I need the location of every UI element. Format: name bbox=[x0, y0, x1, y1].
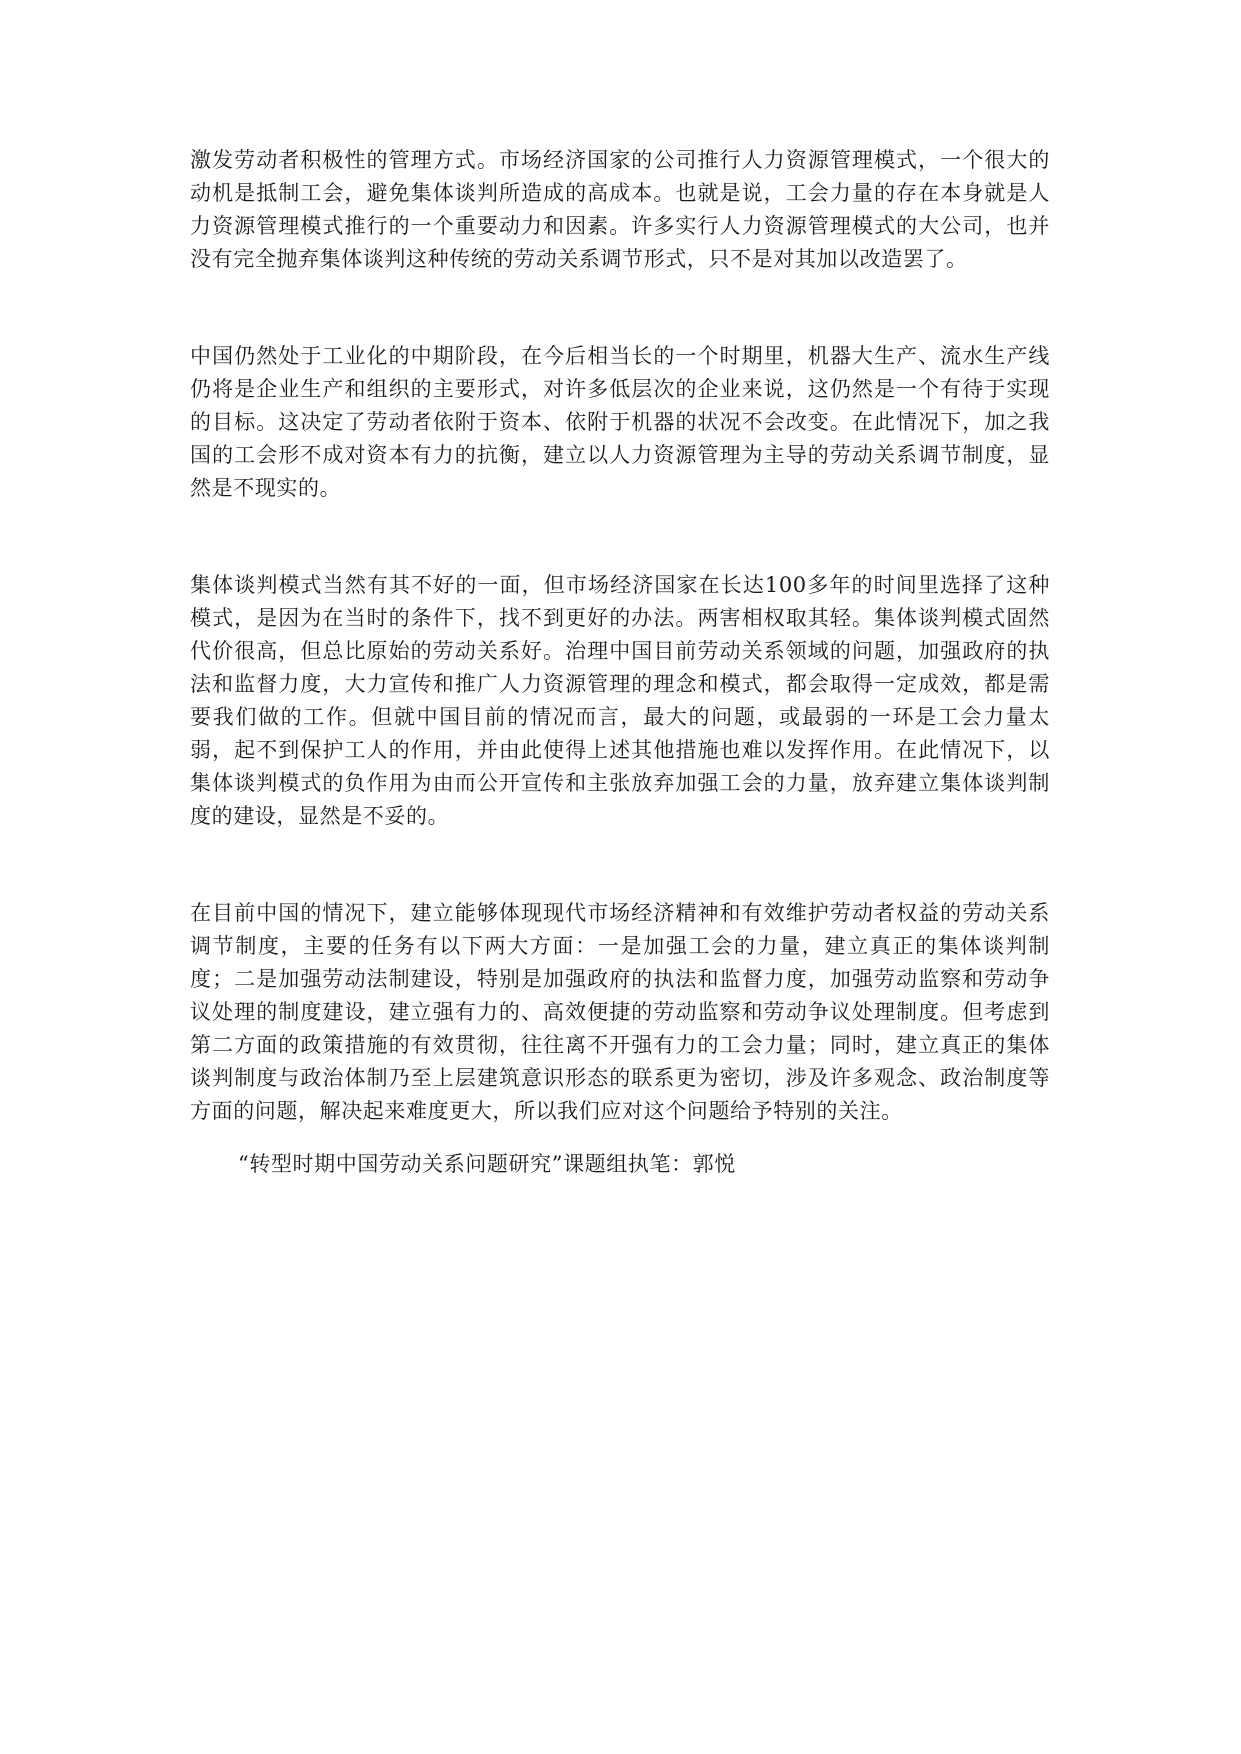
paragraph-4: 在目前中国的情况下，建立能够体现现代市场经济精神和有效维护劳动者权益的劳动关系调节制度，主要的任务有以下两大方面：一是加强工会的力量，建立真正的集体谈判制度；二是加强劳动法制建设，特别是加强政府的执法和监督力度，加强劳动监察和劳动争议处理的制度建设，建立强有力的、高效便捷的劳动监察和劳动争议处理制度。但考虑到第二方面的政策措施的有效贯彻，往往离不开强有力的工会力量；同时，建立真正的集体谈判制度与政治体制乃至上层建筑意识形态的联系更为密切，涉及许多观念、政治制度等方面的问题，解决起来难度更大，所以我们应对这个问题给予特别的关注。 bbox=[190, 901, 1050, 1123]
document-body bbox=[190, 144, 1050, 1181]
author-signature: “转型时期中国劳动关系问题研究”课题组执笔：郭悦 bbox=[238, 1152, 736, 1176]
paragraph-3: 集体谈判模式当然有其不好的一面，但市场经济国家在长达100多年的时间里选择了这种模式，是因为在当时的条件下，找不到更好的办法。两害相权取其轻。集体谈判模式固然代价很高，但总比原始的劳动关系好。治理中国目前劳动关系领域的问题，加强政府的执法和监督力度，大力宣传和推广人力资源管理的理念和模式，都会取得一定成效，都是需要我们做的工作。但就中国目前的情况而言，最大的问题，或最弱的一环是工会力量太弱，起不到保护工人的作用，并由此使得上述其他措施也难以发挥作用。在此情况下，以集体谈判模式的负作用为由而公开宣传和主张放弃加强工会的力量，放弃建立集体谈判制度的建设，显然是不妥的。 bbox=[190, 573, 1050, 828]
paragraph-1: 激发劳动者积极性的管理方式。市场经济国家的公司推行人力资源管理模式，一个很大的动机是抵制工会，避免集体谈判所造成的高成本。也就是说，工会力量的存在本身就是人力资源管理模式推行的一个重要动力和因素。许多实行人力资源管理模式的大公司，也并没有完全抛弃集体谈判这种传统的劳动关系调节形式，只不是对其加以改造罢了。 bbox=[190, 148, 1050, 271]
paragraph-2: 中国仍然处于工业化的中期阶段，在今后相当长的一个时期里，机器大生产、流水生产线仍将是企业生产和组织的主要形式，对许多低层次的企业来说，这仍然是一个有待于实现的目标。这决定了劳动者依附于资本、依附于机器的状况不会改变。在此情况下，加之我国的工会形不成对资本有力的抗衡，建立以人力资源管理为主导的劳动关系调节制度，显然是不现实的。 bbox=[190, 344, 1050, 500]
